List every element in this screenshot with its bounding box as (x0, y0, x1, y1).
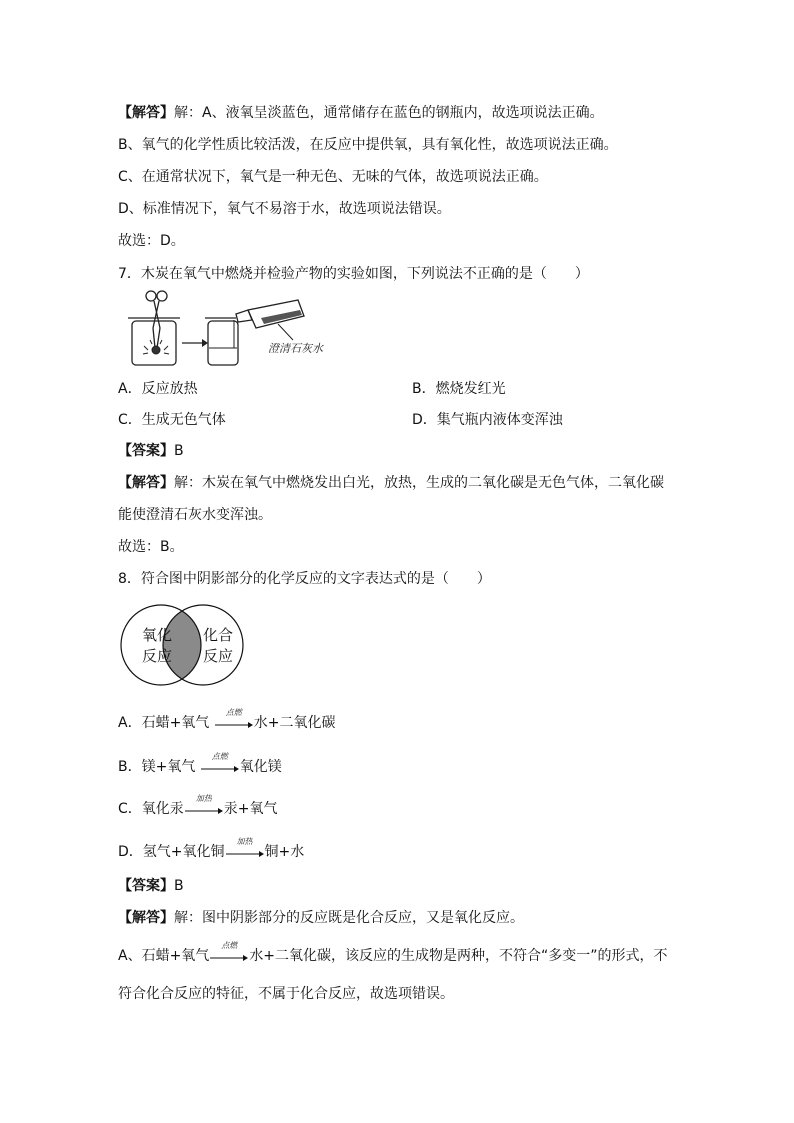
q6-choice: 故选：D。 (118, 233, 185, 249)
q7-analysis-line (118, 473, 664, 493)
burning-charcoal-icon (143, 340, 169, 354)
q7-option-a: A．反应放热 (118, 381, 198, 397)
q8-option-a (118, 708, 336, 733)
q8-answer-tag: 【答案】 (118, 878, 174, 894)
reactants: 氢气+氧化铜 (142, 844, 225, 860)
reaction-condition: 点燃 (221, 941, 238, 950)
reactants: 氧化汞 (141, 801, 184, 817)
option-label: B． (118, 759, 142, 775)
option-label: A． (118, 715, 142, 731)
q7-option-d: D．集气瓶内液体变浑浊 (412, 412, 563, 428)
reagent-bottle-icon (234, 300, 304, 348)
analysis-a-rest: 水+二氧化碳，该反应的生成物是两种，不符合“多变一”的形式，不 (249, 948, 668, 964)
analysis-a-prefix: A、石蜡+氧气 (118, 948, 210, 964)
q8-analysis-a-line (118, 941, 668, 966)
q8-venn-diagram (118, 600, 248, 690)
q6-line-d: D、标准情况下，氧气不易溶于水，故选项说法错误。 (118, 201, 451, 217)
q7-analysis-tag: 【解答】 (118, 475, 174, 491)
reaction-condition: 加热 (236, 837, 253, 846)
tongs-icon (146, 291, 167, 348)
q7-choice: 故选：B。 (118, 539, 184, 555)
q7-stem: 7．木炭在氧气中燃烧并检验产物的实验如图，下列说法不正确的是（ ） (118, 266, 589, 282)
venn-right-label-1: 化合 (203, 626, 234, 644)
venn-left-label-2: 反应 (142, 647, 173, 665)
q7-analysis-line-2: 能使澄清石灰水变浑浊。 (118, 507, 272, 523)
q7-analysis-text: 解：木炭在氧气中燃烧发出白光，放热，生成的二氧化碳是无色气体，二氧化碳 (174, 475, 664, 491)
reaction-condition: 加热 (195, 794, 212, 803)
venn-right-label-2: 反应 (203, 647, 234, 665)
products: 铜+水 (264, 844, 305, 860)
q6-analysis-tag: 【解答】 (118, 105, 174, 121)
reaction-arrow (215, 708, 253, 730)
q8-option-b (118, 752, 282, 777)
reaction-condition: 点燃 (225, 708, 242, 717)
reactants: 镁+氧气 (141, 759, 196, 775)
q8-analysis-line (118, 908, 524, 928)
q6-line-c: C、在通常状况下，氧气是一种无色、无味的气体，故选项说法正确。 (118, 169, 548, 185)
q7-experiment-figure (118, 288, 338, 368)
q8-answer: B (174, 878, 184, 894)
q7-figure-label: 澄清石灰水 (268, 342, 323, 355)
option-label: D． (118, 844, 143, 860)
q6-line-b: B、氧气的化学性质比较活泼，在反应中提供氧，具有氧化性，故选项说法正确。 (118, 137, 618, 153)
products: 氧化镁 (239, 759, 282, 775)
q6-analysis-line (118, 103, 604, 123)
process-arrow-icon (182, 339, 208, 347)
q8-option-c (118, 794, 278, 819)
q7-answer-line (118, 441, 184, 461)
reaction-arrow (210, 941, 248, 963)
q8-answer-line (118, 876, 184, 896)
reactants: 石蜡+氧气 (141, 715, 210, 731)
q8-analysis-text: 解：图中阴影部分的反应既是化合反应，又是氧化反应。 (174, 910, 524, 926)
reaction-arrow (201, 752, 239, 774)
q7-option-b: B．燃烧发红光 (412, 381, 506, 397)
reaction-arrow (185, 794, 223, 816)
q8-analysis-tag: 【解答】 (118, 910, 174, 926)
products: 汞+氧气 (223, 801, 278, 817)
products: 水+二氧化碳 (253, 715, 336, 731)
venn-left-label-1: 氧化 (142, 626, 173, 644)
q8-option-d (118, 837, 305, 862)
gas-bottle-right (205, 318, 238, 365)
q7-option-c: C．生成无色气体 (118, 412, 226, 428)
q8-stem: 8．符合图中阴影部分的化学反应的文字表达式的是（ ） (118, 571, 491, 587)
option-label: C． (118, 801, 142, 817)
q8-analysis-a-line-2: 符合化合反应的特征，不属于化合反应，故选项错误。 (118, 986, 454, 1002)
q7-answer-tag: 【答案】 (118, 443, 174, 459)
q6-analysis-text: 解：A、液氧呈淡蓝色，通常储存在蓝色的钢瓶内，故选项说法正确。 (174, 105, 604, 121)
reaction-arrow (226, 837, 264, 859)
reaction-condition: 点燃 (211, 752, 228, 761)
q7-answer: B (174, 443, 184, 459)
